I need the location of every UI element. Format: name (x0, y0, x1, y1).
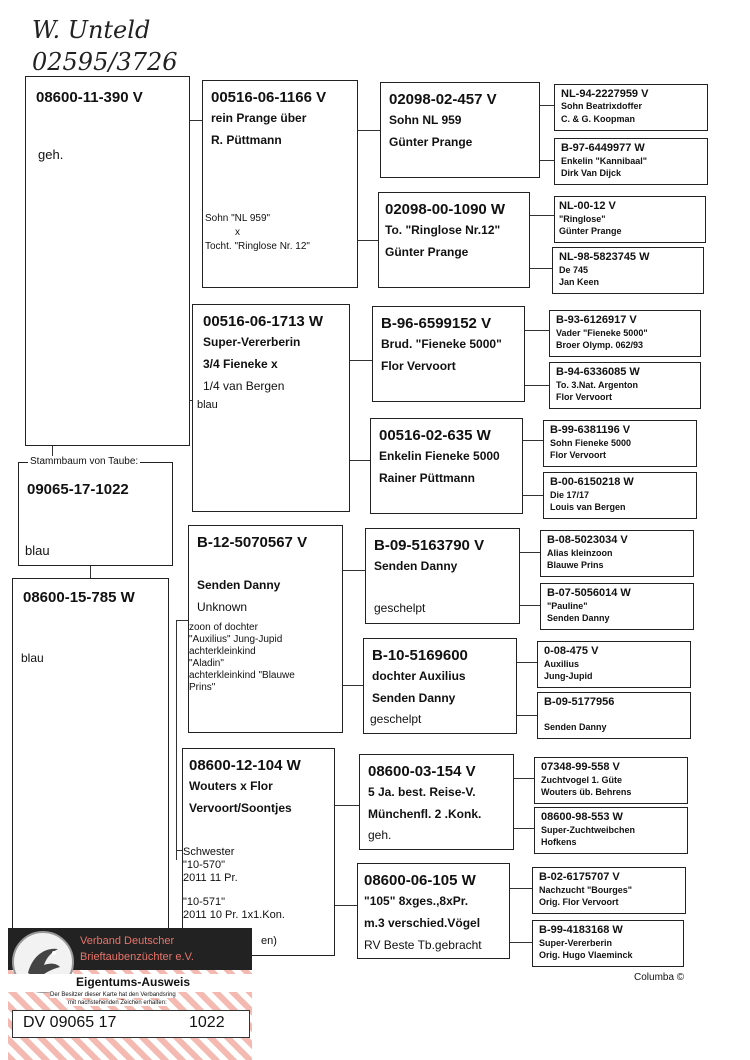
ancestor-line: Flor Vervoort (556, 392, 613, 402)
ancestor-line: Flor Vervoort (381, 359, 456, 373)
connector-line (176, 620, 177, 860)
ancestor-line: Super-Zuchtweibchen (541, 825, 636, 835)
ancestor-box-gen3 (372, 306, 525, 402)
ancestor-box-gen4 (537, 641, 691, 688)
ancestor-line: Nachzucht "Bourges" (539, 885, 633, 895)
connector-line (520, 552, 540, 553)
ancestor-line: Louis van Bergen (550, 502, 626, 512)
ancestor-line: rein Prange über (211, 111, 307, 125)
connector-line (540, 160, 554, 161)
ring-number: 1022 (189, 1014, 225, 1031)
dam-id: 08600-15-785 W (23, 589, 135, 606)
ancestor-line: Broer Olymp. 062/93 (556, 340, 644, 350)
ancestor-box-gen2 (188, 525, 343, 733)
connector-line (335, 905, 359, 906)
ancestor-line: Jung-Jupid (544, 671, 593, 681)
ancestor-line: Die 17/17 (550, 490, 590, 500)
ancestor-note: 2011 11 Pr. (183, 872, 238, 884)
ancestor-id: 02098-00-1090 W (385, 201, 506, 218)
ancestor-line: geh. (368, 828, 392, 842)
ancestor-line: Sohn Beatrixdoffer (561, 101, 643, 111)
ancestor-line: 1/4 van Bergen (203, 379, 285, 393)
ancestor-line: Super-Vererberin (539, 938, 613, 948)
ancestor-line: Orig. Flor Vervoort (539, 897, 619, 907)
ancestor-line: Brud. "Fieneke 5000" (381, 337, 502, 351)
connector-line (343, 570, 365, 571)
ancestor-line: Sohn Fieneke 5000 (550, 438, 632, 448)
ancestor-box-gen4 (534, 757, 688, 804)
ancestor-line: Enkelin Fieneke 5000 (379, 449, 500, 463)
subject-box (18, 462, 173, 566)
ancestor-id: 02098-02-457 V (389, 91, 497, 108)
ancestor-box-gen4 (537, 692, 691, 739)
ancestor-id: B-08-5023034 V (547, 534, 628, 546)
ancestor-note: achterkleinkind "Blauwe (189, 670, 295, 681)
ancestor-note: "Auxilius" Jung-Jupid (189, 634, 283, 645)
ancestor-line: geschelpt (370, 712, 422, 726)
ancestor-line: "Pauline" (547, 601, 588, 611)
ancestor-line: R. Püttmann (211, 133, 282, 147)
ancestor-box-gen4 (554, 138, 708, 185)
connector-line (350, 360, 372, 361)
ancestor-note: Schwester (183, 846, 235, 858)
connector-line (358, 240, 380, 241)
ancestor-box-gen4 (549, 310, 701, 357)
ancestor-line: Zuchtvogel 1. Güte (541, 775, 623, 785)
ancestor-id: 00516-06-1713 W (203, 313, 324, 330)
copyright-text: Columba © (634, 972, 685, 983)
ancestor-line: Hofkens (541, 837, 577, 847)
ancestor-box-gen4 (540, 530, 694, 577)
card-subtitle: Der Besitzer dieser Karte hat den Verbandsring (50, 992, 176, 998)
ancestor-id: B-07-5056014 W (547, 587, 631, 599)
dam-note: blau (21, 651, 44, 665)
ancestor-box-gen4 (554, 84, 708, 131)
ancestor-line: "Ringlose" (559, 214, 606, 224)
connector-line (343, 685, 363, 686)
ancestor-note: zoon of dochter (189, 622, 258, 633)
ancestor-line: 5 Ja. best. Reise-V. (368, 785, 476, 799)
ancestor-id: B-10-5169600 (372, 647, 468, 664)
ancestor-id: B-96-6599152 V (381, 315, 492, 332)
ancestor-line: Senden Danny (197, 578, 281, 592)
ancestor-line: To. "Ringlose Nr.12" (385, 223, 501, 237)
ancestor-box-gen4 (552, 247, 704, 294)
ancestor-note: 2011 10 Pr. 1x1.Kon. (183, 909, 285, 921)
ancestor-note: achterkleinkind (189, 646, 256, 657)
ancestor-id: B-12-5070567 V (197, 534, 308, 551)
connector-line (358, 130, 380, 131)
connector-line (335, 805, 359, 806)
ancestor-box-gen3 (363, 638, 517, 734)
ancestor-id: B-09-5163790 V (374, 537, 485, 554)
ancestor-line: Senden Danny (547, 613, 610, 623)
ancestor-box-gen4 (532, 920, 684, 967)
connector-line (517, 662, 537, 663)
ring-prefix: DV 09065 17 (23, 1014, 117, 1031)
card-title: Eigentums-Ausweis (76, 975, 191, 989)
ownership-card (8, 928, 252, 1060)
ancestor-line: 3/4 Fieneke x (203, 357, 278, 371)
ancestor-note: Prins" (189, 682, 216, 693)
ancestor-line: Jan Keen (559, 277, 600, 287)
connector-line (523, 440, 543, 441)
ancestor-line: Blauwe Prins (547, 560, 604, 570)
ancestor-note: Sohn "NL 959" (205, 213, 271, 224)
ancestor-id: B-93-6126917 V (556, 314, 637, 326)
ancestor-line: Unknown (197, 600, 248, 614)
ancestor-box-gen4 (543, 472, 697, 519)
sire-note: geh. (38, 147, 64, 162)
ancestor-box-gen3 (380, 82, 540, 178)
subject-id: 09065-17-1022 (27, 481, 129, 498)
ancestor-line: Flor Vervoort (550, 450, 607, 460)
card-org-line1: Verband Deutscher (80, 935, 175, 947)
sire-id: 08600-11-390 V (36, 89, 143, 106)
ancestor-note: blau (197, 399, 218, 411)
ancestor-line: To. 3.Nat. Argenton (556, 380, 638, 390)
ancestor-id: 07348-99-558 V (541, 761, 620, 773)
ancestor-line: RV Beste Tb.gebracht (364, 938, 482, 952)
ancestor-line: Günter Prange (389, 135, 473, 149)
ancestor-line: geschelpt (374, 601, 426, 615)
ancestor-box-gen2 (202, 80, 358, 288)
ancestor-line: Rainer Püttmann (379, 471, 476, 485)
ancestor-id: 00516-06-1166 V (211, 89, 327, 106)
connector-line (525, 385, 549, 386)
connector-line (510, 888, 532, 889)
ancestor-line: Günter Prange (385, 245, 469, 259)
ancestor-id: NL-98-5823745 W (559, 251, 650, 263)
ancestor-box-gen4 (540, 583, 694, 630)
ancestor-note: "10-571" (183, 896, 226, 908)
ancestor-box-gen3 (370, 418, 523, 514)
ancestor-line: Wouters x Flor (189, 779, 273, 793)
connector-line (514, 778, 534, 779)
ancestor-id: B-99-4183168 W (539, 924, 623, 936)
ancestor-box-gen4 (543, 420, 697, 467)
ancestor-id: B-09-5177956 (544, 696, 615, 708)
ancestor-line: Münchenfl. 2 .Konk. (368, 807, 482, 821)
ancestor-note: en) (261, 935, 277, 947)
ancestor-line: Sohn NL 959 (389, 113, 462, 127)
ancestor-box-gen3 (378, 192, 530, 288)
ancestor-line: Günter Prange (559, 226, 622, 236)
connector-line (523, 495, 543, 496)
ancestor-id: 08600-03-154 V (368, 763, 476, 780)
connector-line (530, 215, 554, 216)
connector-line (514, 828, 534, 829)
ancestor-id: B-94-6336085 W (556, 366, 640, 378)
ancestor-box-gen3 (365, 528, 520, 624)
ancestor-note: x (235, 227, 240, 238)
ancestor-line: Senden Danny (544, 722, 607, 732)
ancestor-id: 08600-06-105 W (364, 872, 476, 889)
connector-line (520, 605, 540, 606)
ancestor-id: NL-00-12 V (559, 200, 616, 212)
card-subtitle: mit nachstehenden Zeichen erhalten: (68, 1000, 167, 1006)
handwritten-number: 02595/3726 (32, 48, 178, 76)
ancestor-id: 08600-12-104 W (189, 757, 301, 774)
ancestor-line: Vader "Fieneke 5000" (556, 328, 648, 338)
ancestor-line: Super-Vererberin (203, 335, 301, 349)
connector-line (525, 330, 549, 331)
ancestor-line: Alias kleinzoon (547, 548, 613, 558)
ancestor-box-gen4 (554, 196, 706, 243)
ancestor-box-gen4 (532, 867, 686, 914)
ancestor-box-gen3 (357, 863, 510, 959)
ancestor-id: 08600-98-553 W (541, 811, 623, 823)
dam-box (12, 578, 169, 930)
ancestor-line: Enkelin "Kannibaal" (561, 156, 648, 166)
ancestor-id: B-02-6175707 V (539, 871, 620, 883)
ancestor-line: m.3 verschied.Vögel (364, 916, 481, 930)
ancestor-id: NL-94-2227959 V (561, 88, 649, 100)
ancestor-line: dochter Auxilius (372, 669, 466, 683)
ring-id-box (12, 1010, 250, 1038)
ancestor-note: Tocht. "Ringlose Nr. 12" (205, 241, 310, 252)
ancestor-line: Wouters üb. Behrens (541, 787, 632, 797)
ancestor-id: B-97-6449977 W (561, 142, 645, 154)
ancestor-note: "10-570" (183, 859, 226, 871)
ancestor-box-gen4 (549, 362, 701, 409)
ancestor-id: B-00-6150218 W (550, 476, 634, 488)
connector-line (350, 460, 372, 461)
ancestor-box-gen3 (359, 754, 514, 850)
ancestor-line: Orig. Hugo Vlaeminck (539, 950, 633, 960)
ancestor-line: Vervoort/Soontjes (189, 801, 292, 815)
connector-line (530, 268, 554, 269)
ancestor-id: 0-08-475 V (544, 645, 599, 657)
ancestor-id: B-99-6381196 V (550, 424, 631, 436)
ancestor-box-gen2 (192, 304, 350, 512)
subject-label: Stammbaum von Taube: (30, 456, 139, 467)
ancestor-line: Auxilius (544, 659, 580, 669)
ancestor-line: Dirk Van Dijck (561, 168, 622, 178)
handwritten-name: W. Unteld (32, 16, 151, 44)
ancestor-line: Senden Danny (372, 691, 456, 705)
ancestor-note: "Aladin" (189, 658, 224, 669)
connector-line (540, 105, 554, 106)
sire-box (25, 76, 190, 446)
ancestor-line: C. & G. Koopman (561, 114, 635, 124)
ancestor-id: 00516-02-635 W (379, 427, 491, 444)
ancestor-box-gen4 (534, 807, 688, 854)
ancestor-line: "105" 8xges.,8xPr. (364, 894, 469, 908)
ancestor-box-gen2 (182, 748, 335, 956)
ancestor-line: De 745 (559, 265, 589, 275)
subject-color: blau (25, 543, 50, 558)
card-org-line2: Brieftaubenzüchter e.V. (80, 951, 194, 963)
ancestor-line: Senden Danny (374, 559, 458, 573)
connector-line (517, 715, 537, 716)
connector-line (510, 942, 532, 943)
